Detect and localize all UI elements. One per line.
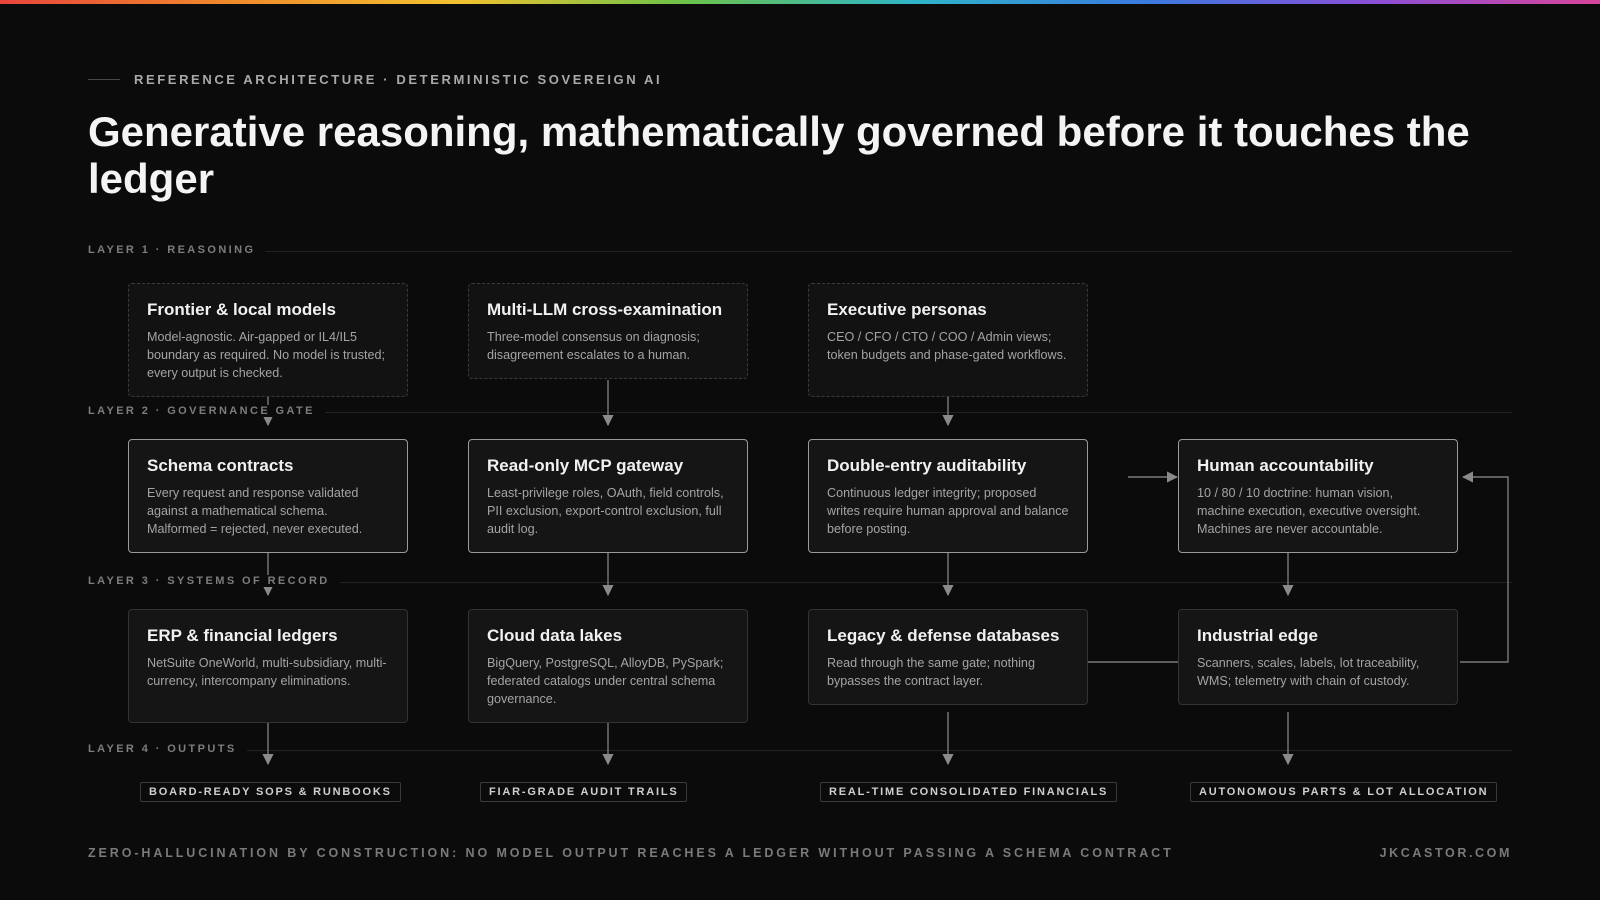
card-frontier-local-models bbox=[128, 283, 408, 397]
connector-edge-feedback-loop bbox=[1460, 477, 1508, 662]
card-title: Read-only MCP gateway bbox=[487, 456, 684, 475]
card-body: Read through the same gate; nothing bypasses the contract layer. bbox=[827, 656, 1035, 688]
footer-tagline: ZERO-HALLUCINATION BY CONSTRUCTION: NO MODEL OUTPUT REACHES A LEDGER WITHOUT PASSING A SCHEMA CONTRACT bbox=[88, 846, 1174, 860]
card-title: Industrial edge bbox=[1197, 626, 1318, 645]
card-title: Double-entry auditability bbox=[827, 456, 1027, 475]
card-erp-financial-ledgers bbox=[128, 609, 408, 723]
card-title: Executive personas bbox=[827, 300, 987, 319]
output-board-ready-sops: BOARD-READY SOPS & RUNBOOKS bbox=[140, 782, 401, 802]
card-legacy-defense-databases bbox=[808, 609, 1088, 705]
footer-site-link[interactable]: JKCASTOR.COM bbox=[1379, 846, 1512, 860]
card-body: Least-privilege roles, OAuth, field controls, PII exclusion, export-control exclusion, full audit log. bbox=[487, 486, 724, 536]
layer-label-1: LAYER 1 · REASONING bbox=[88, 244, 265, 256]
card-title: ERP & financial ledgers bbox=[147, 626, 338, 645]
card-body: BigQuery, PostgreSQL, AlloyDB, PySpark; federated catalogs under central schema governance. bbox=[487, 656, 724, 706]
card-title: Schema contracts bbox=[147, 456, 294, 475]
card-title: Cloud data lakes bbox=[487, 626, 623, 645]
eyebrow: REFERENCE ARCHITECTURE · DETERMINISTIC SOVEREIGN AI bbox=[134, 72, 663, 87]
card-body: Three-model consensus on diagnosis; disagreement escalates to a human. bbox=[487, 330, 700, 362]
card-industrial-edge bbox=[1178, 609, 1458, 705]
card-read-only-mcp-gateway bbox=[468, 439, 748, 553]
card-body: CEO / CFO / CTO / COO / Admin views; token budgets and phase-gated workflows. bbox=[827, 330, 1067, 362]
card-cloud-data-lakes bbox=[468, 609, 748, 723]
output-fiar-audit-trails: FIAR-GRADE AUDIT TRAILS bbox=[480, 782, 687, 802]
card-body: Every request and response validated against a mathematical schema. Malformed = rejected, never executed. bbox=[147, 486, 363, 536]
card-body: 10 / 80 / 10 doctrine: human vision, machine execution, executive oversight. Machines are never accountable. bbox=[1197, 486, 1421, 536]
card-title: Multi-LLM cross-examination bbox=[487, 300, 723, 319]
card-title: Legacy & defense databases bbox=[827, 626, 1060, 645]
card-body: Scanners, scales, labels, lot traceability, WMS; telemetry with chain of custody. bbox=[1197, 656, 1420, 688]
card-executive-personas bbox=[808, 283, 1088, 397]
card-body: NetSuite OneWorld, multi-subsidiary, multi-currency, intercompany eliminations. bbox=[147, 656, 387, 688]
output-autonomous-parts-allocation: AUTONOMOUS PARTS & LOT ALLOCATION bbox=[1190, 782, 1497, 802]
layer-label-2: LAYER 2 · GOVERNANCE GATE bbox=[88, 405, 325, 417]
card-body: Continuous ledger integrity; proposed writes require human approval and balance before posting. bbox=[827, 486, 1069, 536]
page-title: Generative reasoning, mathematically governed before it touches the ledger bbox=[88, 108, 1470, 202]
card-body: Model-agnostic. Air-gapped or IL4/IL5 boundary as required. No model is trusted; every output is checked. bbox=[147, 330, 386, 380]
card-title: Human accountability bbox=[1197, 456, 1374, 475]
layer-label-4: LAYER 4 · OUTPUTS bbox=[88, 743, 247, 755]
output-consolidated-financials: REAL-TIME CONSOLIDATED FINANCIALS bbox=[820, 782, 1117, 802]
card-schema-contracts bbox=[128, 439, 408, 553]
card-human-accountability bbox=[1178, 439, 1458, 553]
layer-label-3: LAYER 3 · SYSTEMS OF RECORD bbox=[88, 575, 340, 587]
card-multi-llm-cross-examination bbox=[468, 283, 748, 379]
card-double-entry-auditability bbox=[808, 439, 1088, 553]
card-title: Frontier & local models bbox=[147, 300, 336, 319]
